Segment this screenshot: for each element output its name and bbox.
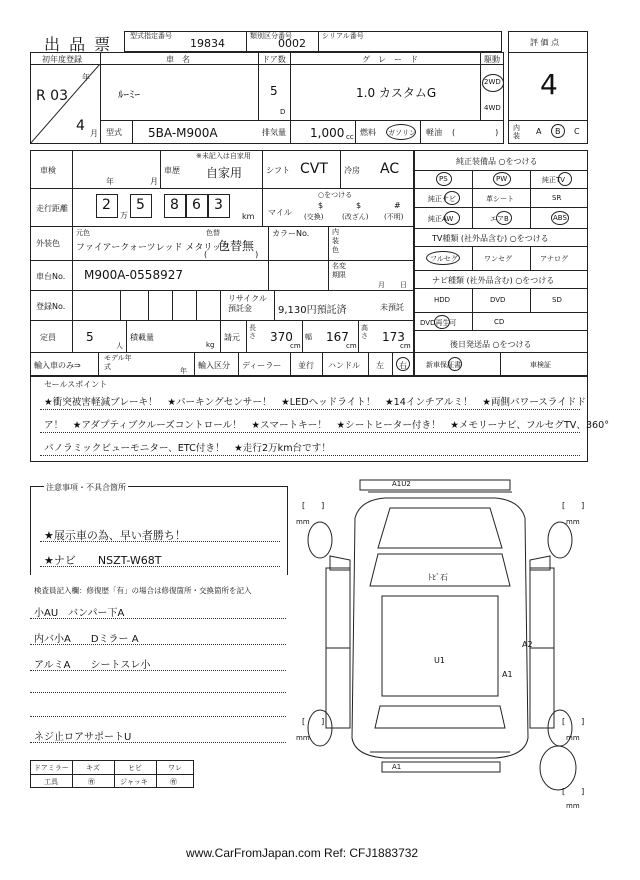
width-unit: cm <box>346 342 357 350</box>
mile-unknown: (不明) <box>384 213 404 221</box>
inspector-line-2: 内バ小A Dミラー A <box>34 634 139 645</box>
docs-shakensho: 車検証 <box>530 361 551 369</box>
usage-note: ※未記入は自家用 <box>196 152 251 160</box>
tv-analog: アナログ <box>540 255 568 263</box>
model-year-label: モデル年式 <box>104 354 132 371</box>
tv-title: TV種類 (社外品含む) ○をつける <box>432 234 549 243</box>
type-no-label: 型式指定番号 <box>130 32 172 40</box>
equip-abs: ABS <box>553 214 567 222</box>
first-reg-month-unit: 月 <box>90 129 98 138</box>
doors-suffix: D <box>280 108 286 116</box>
chassis-value: M900A-0558927 <box>84 268 183 282</box>
mileage-digit-3: 8 <box>170 197 179 213</box>
load-unit: kg <box>206 341 215 349</box>
model-year-unit: 年 <box>180 367 187 375</box>
legend-r2: ㊒ <box>88 778 95 786</box>
usage-label: 車歴 <box>164 166 180 175</box>
chassis-label: 車台No. <box>36 272 66 281</box>
grade-value: 1.0 カスタムG <box>356 86 437 100</box>
score-value: 4 <box>540 68 558 101</box>
fuel-label: 燃料 <box>360 128 376 137</box>
recycle-not: 未預託 <box>380 303 404 312</box>
height-label: 高さ <box>361 324 368 340</box>
drive-2wd: 2WD <box>484 78 501 86</box>
mileage-digit-1: 2 <box>102 197 111 213</box>
footer-text: www.CarFromJapan.com Ref: CFJ1883732 <box>186 846 419 860</box>
mm-fl: mm <box>296 518 310 526</box>
navi-cd: CD <box>494 318 505 326</box>
mileage-man: 万 <box>120 211 128 220</box>
bracket-fr: [ ] <box>562 501 585 510</box>
equip-leather: 革シート <box>486 195 514 203</box>
car-name-label: 車 名 <box>166 55 190 64</box>
bracket-spare: [ ] <box>562 787 585 796</box>
equip-airbag: エアB <box>490 215 509 223</box>
displacement-value: 1,000 <box>310 126 345 140</box>
tv-oneseg: ワンセグ <box>484 255 512 263</box>
navi-sd: SD <box>552 296 562 304</box>
handle-left: 左 <box>376 361 384 370</box>
height-value: 173 <box>382 330 405 344</box>
shaken-month: 月 <box>150 177 158 186</box>
navi-dvd: DVD <box>490 296 506 304</box>
import-type-label: 輸入区分 <box>198 361 230 370</box>
interior-a: A <box>536 127 542 136</box>
fuel-paren: ( ) <box>452 128 499 137</box>
bracket-rl: [ ] <box>302 717 325 726</box>
diagram-bottom-label: A1 <box>392 763 402 771</box>
ac-label: 冷房 <box>344 166 360 175</box>
sales-line-2: ア！ ★アダプティブクルーズコントロール！ ★スマートキー！ ★シートヒーター付き！ ★メモリーナビ、フルセグTV、360° <box>44 420 610 431</box>
notes-line-1: ★展示車の為、早い者勝ち！ <box>44 529 186 542</box>
car-diagram <box>290 478 590 818</box>
height-unit: cm <box>400 342 411 350</box>
class-no: 0002 <box>278 37 306 50</box>
displacement-unit: cc <box>346 133 354 141</box>
first-reg-label: 初年度登録 <box>42 55 82 64</box>
mileage-digit-5: 3 <box>214 197 223 213</box>
serial-no-label: シリアル番号 <box>322 32 364 40</box>
equip-aw: 純正AW <box>428 215 454 223</box>
legend-r3: ジャッキ <box>120 778 148 786</box>
legend-h4: ワレ <box>168 764 182 772</box>
first-reg-year-unit: 年 <box>82 73 90 82</box>
first-reg-era: R 03 <box>36 88 68 104</box>
length-value: 370 <box>270 330 293 344</box>
diagram-side-a2: A2 <box>522 640 533 649</box>
fuel-gas: ガソリン <box>388 129 416 137</box>
inspector-label: 検査員記入欄：修復歴「有」の場合は修復箇所・交換箇所を記入 <box>34 586 252 595</box>
capacity-label: 定員 <box>40 333 56 342</box>
equip-pw: PW <box>496 175 508 183</box>
mileage-label: 走行距離 <box>36 204 68 213</box>
interior-color-label: 内装色 <box>332 228 339 254</box>
shift-label: シフト <box>266 166 290 175</box>
equip-tv: 純正TV <box>542 176 566 184</box>
mile-unknown-symbol: # <box>394 201 401 210</box>
equip-ps: PS <box>439 175 448 183</box>
name-change-month: 月 <box>378 281 385 289</box>
navi-title: ナビ種類 (社外品含む) ○をつける <box>432 276 555 285</box>
equip-sr: SR <box>552 194 562 202</box>
car-name: ﾙｰﾐｰ <box>118 88 140 101</box>
color-paren: ( ) <box>204 250 259 259</box>
mileage-digit-2: 5 <box>136 197 145 213</box>
tv-fullseg: フルセグ <box>430 255 458 263</box>
doors-value: 5 <box>270 84 278 98</box>
shift-value: CVT <box>300 161 328 177</box>
notes-label: 注意事項・不具合箇所 <box>46 483 126 492</box>
inspector-line-1: 小AU バンパー下A <box>34 608 125 619</box>
handle-label: ハンドル <box>328 361 360 370</box>
import-label: 輸入車のみ⇒ <box>34 361 81 370</box>
inspector-line-3: アルミA シートスレ小 <box>34 660 151 671</box>
legend-h2: キズ <box>86 764 100 772</box>
diagram-windshield: ﾄﾋﾞ石 <box>428 573 448 582</box>
name-change-day: 日 <box>400 281 407 289</box>
header-meta-box <box>124 31 502 52</box>
import-parallel: 並行 <box>298 361 314 370</box>
inspector-line-5: ネジ止ロアサポートU <box>34 732 132 743</box>
legend-h3: ヒビ <box>128 764 142 772</box>
load-label: 積載量 <box>130 333 154 342</box>
width-label: 幅 <box>305 333 312 341</box>
mm-rr: mm <box>566 734 580 742</box>
type-no: 19834 <box>190 37 225 50</box>
colorno-label: カラーNo. <box>272 229 310 238</box>
doors-label: ドア数 <box>262 55 286 64</box>
navi-hdd: HDD <box>434 296 451 304</box>
notes-line-2: ★ナビ NSZT-W68T <box>44 554 162 567</box>
color-name: ファイアークォーツレッド メタリック <box>76 243 231 253</box>
model-label: 型式 <box>106 128 122 137</box>
interior-label: 内装 <box>513 124 520 140</box>
width-value: 167 <box>326 330 349 344</box>
color-change-label: 色替 <box>206 229 220 237</box>
first-reg-divider <box>30 64 100 144</box>
equipment-title: 純正装備品 ○をつける <box>456 157 538 166</box>
sales-points-label: セールスポイント <box>44 380 108 389</box>
mm-rl: mm <box>296 734 310 742</box>
interior-c: C <box>574 127 580 136</box>
fuel-diesel: 軽油 <box>426 128 442 137</box>
score-label: 評 価 点 <box>530 38 560 47</box>
diagram-roof: U1 <box>434 656 445 665</box>
color-label: 外装色 <box>36 239 60 248</box>
color-change-value: 色替無 <box>218 239 255 253</box>
orig-color-label: 元色 <box>76 229 90 237</box>
legend-r1: 工具 <box>44 778 58 786</box>
shaken-year: 年 <box>106 177 114 186</box>
mm-spare: mm <box>566 802 580 810</box>
handle-right: 右 <box>399 361 407 370</box>
displacement-label: 排気量 <box>262 128 286 137</box>
mile-exchange: (交換) <box>304 213 324 221</box>
interior-b: B <box>555 127 561 136</box>
mile-label: マイル <box>268 208 292 217</box>
mile-tamper-symbol: $ <box>356 201 362 210</box>
navi-dvdplay: DVD再生可 <box>420 319 457 327</box>
model-value: 5BA-M900A <box>148 126 218 140</box>
mileage-unit: km <box>242 212 255 221</box>
ac-value: AC <box>380 161 400 177</box>
sales-line-3: パノラミックビューモニター、ETC付き！ ★走行2万km台です！ <box>44 443 331 454</box>
equip-navi: 純正ナビ <box>428 195 456 203</box>
docs-title: 後日発送品 ○をつける <box>450 340 532 349</box>
drive-label: 駆動 <box>484 55 500 64</box>
shaken-label: 車検 <box>40 166 56 175</box>
legend-h1: ドアミラー <box>34 764 69 772</box>
drive-4wd: 4WD <box>484 104 501 112</box>
recycle-value: 9,130円預託済 <box>278 305 347 316</box>
mm-fr: mm <box>566 518 580 526</box>
check-label: 請元 <box>224 333 240 342</box>
bracket-rr: [ ] <box>562 717 585 726</box>
import-dealer: ディーラー <box>242 361 282 370</box>
length-label: 長さ <box>249 324 256 340</box>
mile-tamper: (改ざん) <box>342 213 369 221</box>
capacity-unit: 人 <box>116 342 123 350</box>
sheet-title: 出 品 票 <box>44 35 113 54</box>
capacity-value: 5 <box>86 330 94 344</box>
registration-label: 登録No. <box>36 302 66 311</box>
mileage-digit-4: 6 <box>192 197 201 213</box>
grade-label: グ レ ー ド <box>362 55 418 64</box>
usage-value: 自家用 <box>206 166 243 180</box>
diagram-top-label: A1U2 <box>392 480 411 488</box>
length-unit: cm <box>290 342 301 350</box>
recycle-label: リサイクル預託金 <box>228 294 267 313</box>
legend-r4: ㊒ <box>170 778 177 786</box>
sales-line-1: ★衝突被害軽減ブレーキ！ ★パーキングセンサー！ ★LEDヘッドライト！ ★14インチアルミ！ ★両側パワースライドド <box>44 397 586 408</box>
name-change-label: 名変期限 <box>332 262 346 279</box>
first-reg-month: 4 <box>76 118 85 134</box>
mileage-circle-hint: ○をつける <box>318 191 353 199</box>
class-no-label: 類別区分番号 <box>250 32 292 40</box>
diagram-side-a1: A1 <box>502 670 513 679</box>
bracket-fl: [ ] <box>302 501 325 510</box>
docs-warranty: 新車保証書 <box>426 361 461 369</box>
mile-exchange-symbol: $ <box>318 201 324 210</box>
